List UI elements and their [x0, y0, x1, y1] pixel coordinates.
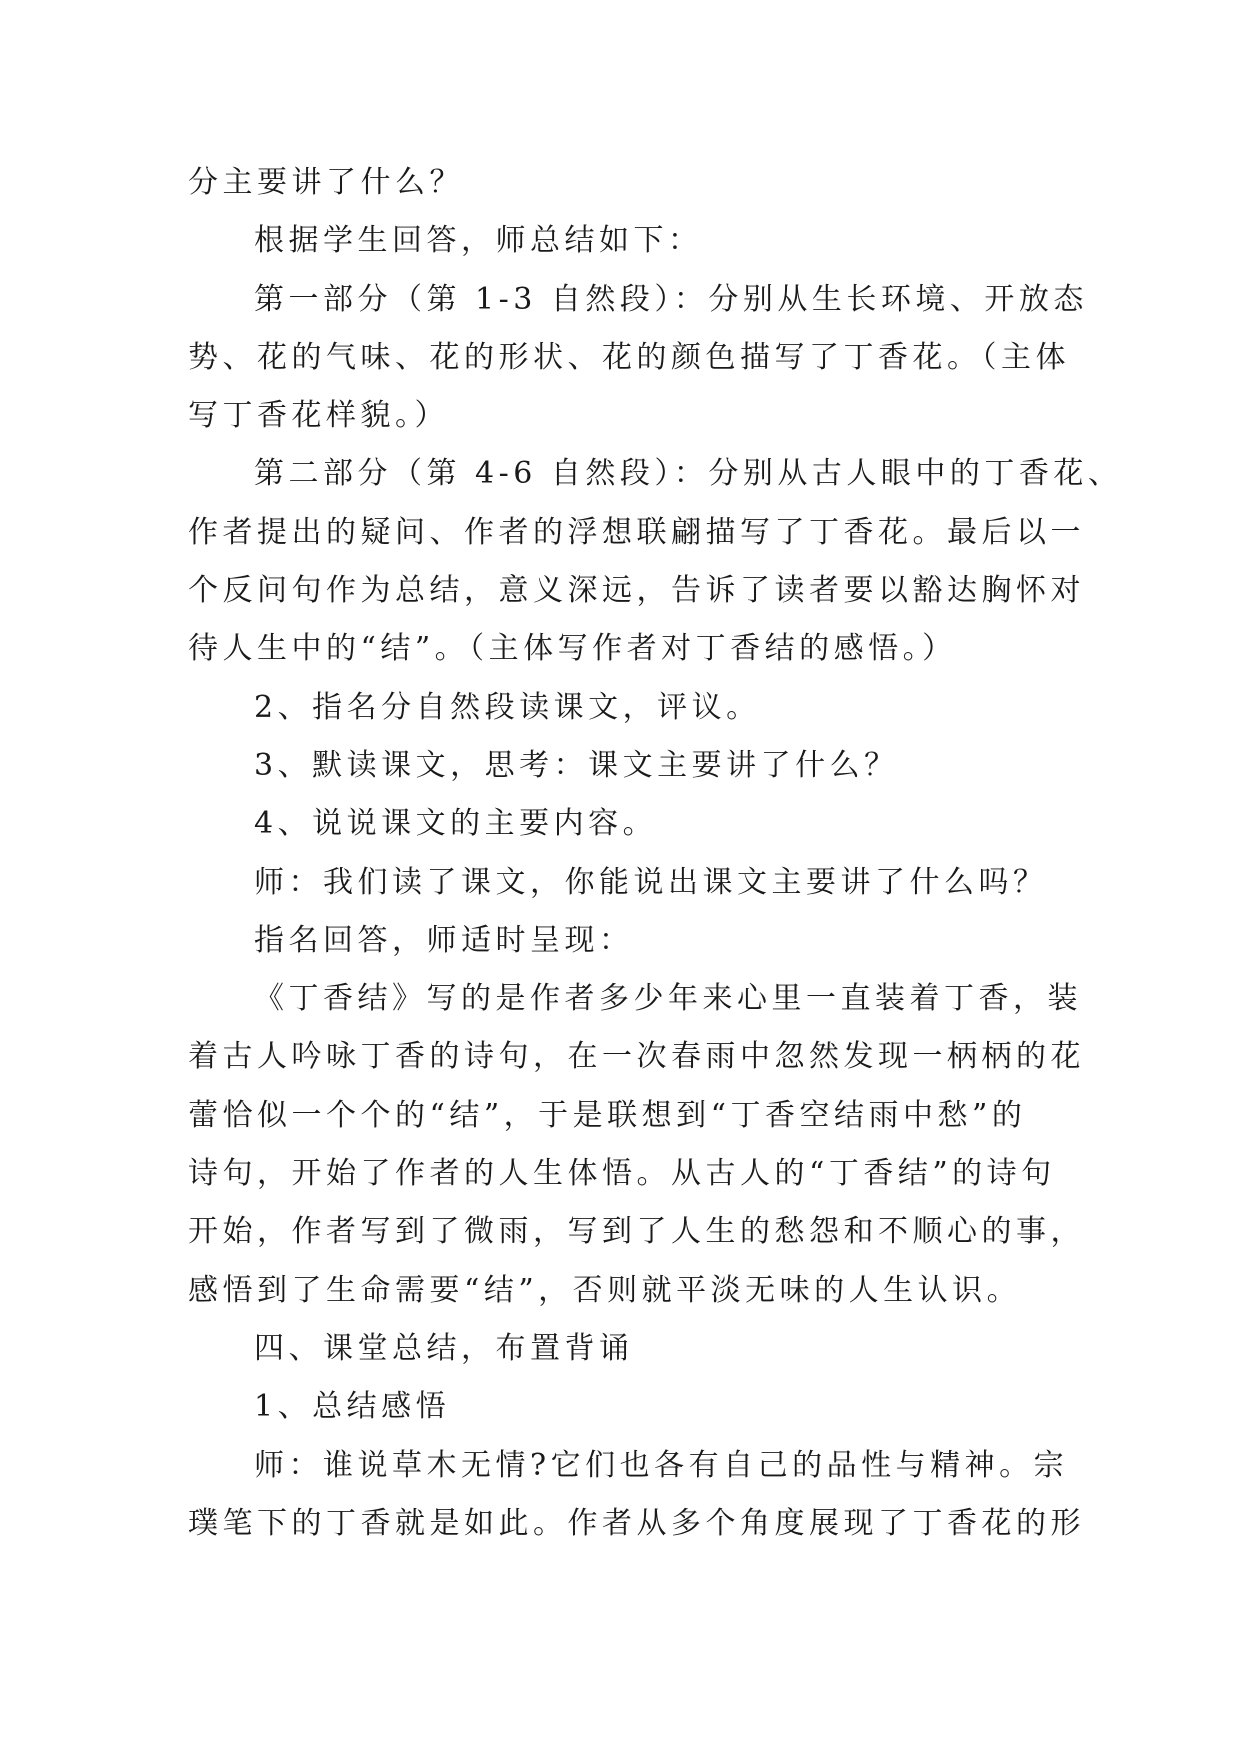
text-line-4: 势、花的气味、花的形状、花的颜色描写了丁香花。（主体 [188, 339, 1070, 375]
text-line-14: 指名回答，师适时呈现： [254, 922, 634, 958]
text-line-8: 个反问句作为总结，意义深远，告诉了读者要以豁达胸怀对 [188, 573, 1085, 609]
text-line-16: 着古人吟咏丁香的诗句，在一次春雨中忽然发现一柄柄的花 [188, 1039, 1085, 1075]
text-line-24: 璞笔下的丁香就是如此。作者从多个角度展现了丁香花的形 [188, 1505, 1085, 1541]
text-line-18: 诗句，开始了作者的人生体悟。从古人的“丁香结”的诗句 [188, 1156, 1056, 1192]
text-line-19: 开始，作者写到了微雨，写到了人生的愁怨和不顺心的事， [188, 1214, 1085, 1250]
text-line-11: 3、默读课文，思考：课文主要讲了什么？ [254, 747, 899, 783]
document-body [188, 154, 1123, 1553]
text-line-3: 第一部分（第 1-3 自然段）：分别从生长环境、开放态 [254, 281, 1088, 317]
text-line-12: 4、说说课文的主要内容。 [254, 806, 658, 842]
text-line-21: 四、课堂总结，布置背诵 [254, 1330, 634, 1366]
text-line-10: 2、指名分自然段读课文，评议。 [254, 689, 761, 725]
text-line-13: 师：我们读了课文，你能说出课文主要讲了什么吗？ [254, 864, 1048, 900]
text-line-9: 待人生中的“结”。（主体写作者对丁香结的感悟。） [188, 631, 957, 667]
text-line-15: 《丁香结》写的是作者多少年来心里一直装着丁香，装 [254, 981, 1082, 1017]
text-line-7: 作者提出的疑问、作者的浮想联翩描写了丁香花。最后以一 [188, 514, 1085, 550]
text-line-20: 感悟到了生命需要“结”，否则就平淡无味的人生认识。 [188, 1272, 1022, 1308]
text-line-2: 根据学生回答，师总结如下： [254, 223, 703, 259]
text-line-5: 写丁香花样貌。） [188, 398, 449, 434]
text-line-22: 1、总结感悟 [254, 1389, 451, 1425]
text-line-23: 师：谁说草木无情?它们也各有自己的品性与精神。宗 [254, 1447, 1069, 1483]
text-line-1: 分主要讲了什么？ [188, 165, 464, 200]
text-line-17: 蕾恰似一个个的“结”，于是联想到“丁香空结雨中愁”的 [188, 1097, 1027, 1133]
text-line-6: 第二部分（第 4-6 自然段）：分别从古人眼中的丁香花、 [254, 456, 1123, 492]
